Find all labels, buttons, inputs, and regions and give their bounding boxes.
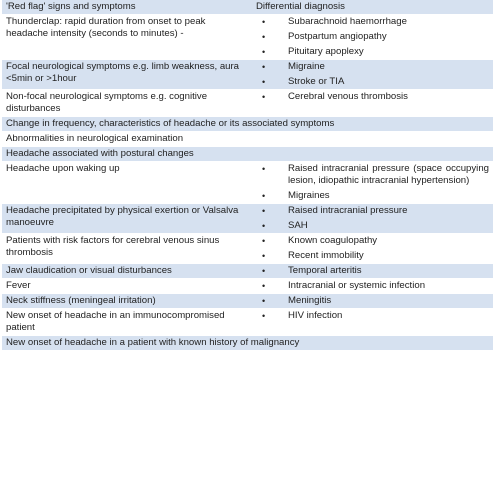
bullet-icon: • bbox=[262, 221, 266, 231]
table-body bbox=[2, 15, 493, 351]
bullet-icon: • bbox=[262, 191, 266, 201]
bullet-icon: • bbox=[262, 311, 266, 321]
diagnosis-item bbox=[256, 46, 489, 58]
diagnosis-text: Postpartum angiopathy bbox=[288, 31, 387, 42]
header-signs-symptoms: 'Red flag' signs and symptoms bbox=[2, 0, 252, 15]
symptom-cell: Headache upon waking up bbox=[2, 162, 252, 204]
bullet-icon: • bbox=[262, 236, 266, 246]
bullet-icon: • bbox=[262, 164, 266, 174]
diagnosis-item bbox=[256, 205, 489, 217]
diagnosis-list bbox=[256, 310, 489, 322]
table-row bbox=[2, 162, 493, 204]
bullet-icon: • bbox=[262, 62, 266, 72]
table-row bbox=[2, 147, 493, 162]
table-row bbox=[2, 336, 493, 351]
diagnosis-text: Intracranial or systemic infection bbox=[288, 280, 426, 291]
header-differential-diagnosis: Differential diagnosis bbox=[252, 0, 493, 15]
bullet-icon: • bbox=[262, 77, 266, 87]
diagnosis-cell bbox=[252, 162, 493, 204]
diagnosis-list bbox=[256, 235, 489, 262]
diagnosis-list bbox=[256, 91, 489, 103]
diagnosis-list bbox=[256, 163, 489, 202]
diagnosis-text: Stroke or TIA bbox=[288, 76, 345, 87]
table-row bbox=[2, 264, 493, 279]
diagnosis-list bbox=[256, 205, 489, 232]
diagnosis-text: Recent immobility bbox=[288, 250, 364, 261]
table-row bbox=[2, 90, 493, 117]
diagnosis-cell bbox=[252, 90, 493, 117]
diagnosis-cell bbox=[252, 294, 493, 309]
table-row bbox=[2, 15, 493, 60]
symptom-cell: Change in frequency, characteristics of headache or its associated symptoms bbox=[2, 117, 493, 132]
diagnosis-text: Pituitary apoplexy bbox=[288, 46, 364, 57]
symptom-cell: Focal neurological symptoms e.g. limb weakness, aura <5min or >1hour bbox=[2, 60, 252, 90]
diagnosis-item bbox=[256, 91, 489, 103]
symptom-cell: Headache precipitated by physical exertion or Valsalva manoeuvre bbox=[2, 204, 252, 234]
red-flag-table bbox=[2, 0, 493, 351]
diagnosis-text: Raised intracranial pressure bbox=[288, 205, 408, 216]
diagnosis-item bbox=[256, 190, 489, 202]
diagnosis-item bbox=[256, 163, 489, 187]
diagnosis-item bbox=[256, 295, 489, 307]
diagnosis-list bbox=[256, 295, 489, 307]
diagnosis-cell bbox=[252, 309, 493, 336]
symptom-cell: Patients with risk factors for cerebral venous sinus thrombosis bbox=[2, 234, 252, 264]
table-row bbox=[2, 309, 493, 336]
diagnosis-text: Subarachnoid haemorrhage bbox=[288, 16, 407, 27]
diagnosis-text: SAH bbox=[288, 220, 308, 231]
table-header-row bbox=[2, 0, 493, 15]
table-row bbox=[2, 204, 493, 234]
bullet-icon: • bbox=[262, 296, 266, 306]
diagnosis-cell bbox=[252, 264, 493, 279]
symptom-cell: Fever bbox=[2, 279, 252, 294]
symptom-cell: Non-focal neurological symptoms e.g. cognitive disturbances bbox=[2, 90, 252, 117]
symptom-cell: New onset of headache in an immunocompromised patient bbox=[2, 309, 252, 336]
diagnosis-text: Temporal arteritis bbox=[288, 265, 362, 276]
diagnosis-list bbox=[256, 280, 489, 292]
symptom-cell: Abnormalities in neurological examination bbox=[2, 132, 493, 147]
bullet-icon: • bbox=[262, 266, 266, 276]
diagnosis-text: Migraine bbox=[288, 61, 325, 72]
diagnosis-item bbox=[256, 31, 489, 43]
diagnosis-cell bbox=[252, 15, 493, 60]
diagnosis-list bbox=[256, 16, 489, 58]
diagnosis-text: Cerebral venous thrombosis bbox=[288, 91, 408, 102]
diagnosis-item bbox=[256, 16, 489, 28]
bullet-icon: • bbox=[262, 281, 266, 291]
diagnosis-list bbox=[256, 61, 489, 88]
table-row bbox=[2, 60, 493, 90]
diagnosis-item bbox=[256, 61, 489, 73]
bullet-icon: • bbox=[262, 47, 266, 57]
bullet-icon: • bbox=[262, 92, 266, 102]
diagnosis-item bbox=[256, 235, 489, 247]
table-row bbox=[2, 234, 493, 264]
symptom-cell: Neck stiffness (meningeal irritation) bbox=[2, 294, 252, 309]
diagnosis-list bbox=[256, 265, 489, 277]
bullet-icon: • bbox=[262, 251, 266, 261]
diagnosis-text: Known coagulopathy bbox=[288, 235, 378, 246]
diagnosis-item bbox=[256, 250, 489, 262]
diagnosis-text: Migraines bbox=[288, 190, 330, 201]
bullet-icon: • bbox=[262, 17, 266, 27]
diagnosis-item bbox=[256, 280, 489, 292]
table-row bbox=[2, 279, 493, 294]
diagnosis-text: Meningitis bbox=[288, 295, 332, 306]
symptom-cell: Thunderclap: rapid duration from onset to peak headache intensity (seconds to minutes) - bbox=[2, 15, 252, 60]
symptom-cell: Jaw claudication or visual disturbances bbox=[2, 264, 252, 279]
bullet-icon: • bbox=[262, 32, 266, 42]
table-row bbox=[2, 294, 493, 309]
diagnosis-cell bbox=[252, 60, 493, 90]
symptom-cell: New onset of headache in a patient with known history of malignancy bbox=[2, 336, 493, 351]
table-row bbox=[2, 117, 493, 132]
symptom-cell: Headache associated with postural changes bbox=[2, 147, 493, 162]
diagnosis-item bbox=[256, 265, 489, 277]
diagnosis-cell bbox=[252, 279, 493, 294]
diagnosis-text: HIV infection bbox=[288, 310, 343, 321]
diagnosis-item bbox=[256, 310, 489, 322]
diagnosis-cell bbox=[252, 234, 493, 264]
bullet-icon: • bbox=[262, 206, 266, 216]
diagnosis-cell bbox=[252, 204, 493, 234]
diagnosis-item bbox=[256, 76, 489, 88]
table-row bbox=[2, 132, 493, 147]
diagnosis-item bbox=[256, 220, 489, 232]
diagnosis-text: Raised intracranial pressure (space occupying lesion, idiopathic intracranial hypertension) bbox=[288, 163, 489, 186]
